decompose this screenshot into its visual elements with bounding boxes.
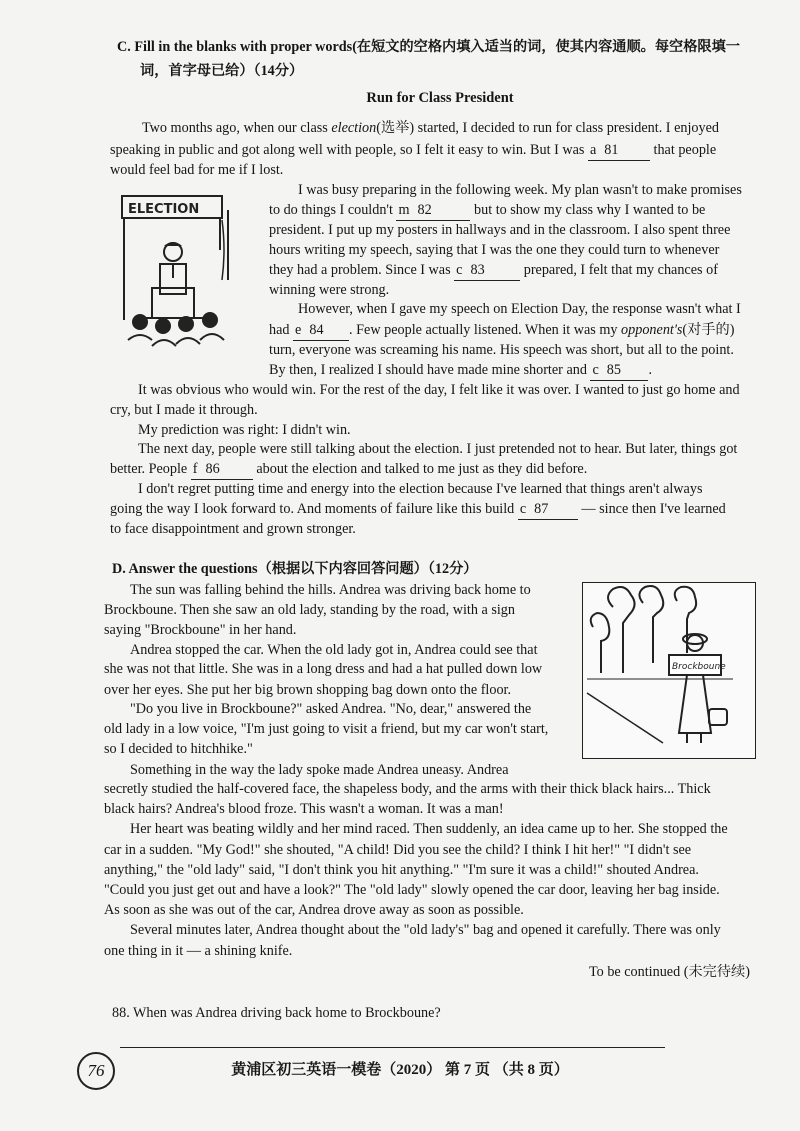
d-line10: Something in the way the lady spoke made Andrea uneasy. Andrea — [130, 762, 509, 778]
c-para2-line2: to do things I couldn't m 82 but to show my class why I wanted to be — [269, 200, 705, 221]
answer-line-88[interactable] — [120, 1047, 665, 1048]
d-line1: The sun was falling behind the hills. Andrea was driving back home to — [130, 582, 531, 598]
passage-title: Run for Class President — [366, 90, 514, 106]
c-para2-line1: I was busy preparing in the following week. My plan wasn't to make promises — [298, 182, 742, 198]
d-line18: Several minutes later, Andrea thought about the "old lady's" bag and opened it carefully. There was only — [130, 922, 721, 938]
d-line17: As soon as she was out of the car, Andrea drove away as soon as possible. — [104, 902, 524, 918]
brockboune-sign-text: Brockboune — [672, 662, 726, 672]
d-line4: Andrea stopped the car. When the old lady got in, Andrea could see that — [130, 642, 538, 658]
blank-82[interactable]: m 82 — [396, 200, 470, 221]
c-para3-line2: had e 84 . Few people actually listened. When it was my opponent's(对手的) — [269, 320, 734, 341]
blank-87[interactable]: c 87 — [518, 499, 578, 520]
c-para5: My prediction was right: I didn't win. — [138, 422, 351, 438]
c-para6-line1: The next day, people were still talking about the election. I just pretended not to hear. But later, things got — [138, 441, 738, 457]
d-line7: "Do you live in Brockboune?" asked Andrea. "No, dear," answered the — [130, 701, 532, 717]
c-para7-line1: I don't regret putting time and energy into the election because I've learned that things aren't always — [138, 481, 703, 497]
blank-81[interactable]: a 81 — [588, 140, 650, 161]
c-para4-line2: cry, but I made it through. — [110, 402, 258, 418]
d-line3: saying "Brockboune" in her hand. — [104, 622, 297, 638]
c-para2-line5: they had a problem. Since I was c 83 prepared, I felt that my chances of — [269, 260, 718, 281]
d-line16: "Could you just get out and have a look?" The "old lady" slowly opened the car door, leaving her bag inside. — [104, 882, 720, 898]
election-illustration — [118, 190, 255, 352]
d-line2: Brockboune. Then she saw an old lady, standing by the road, with a sign — [104, 602, 515, 618]
c-para2-line6: winning were strong. — [269, 282, 390, 298]
c-para7-line2: going the way I look forward to. And moments of failure like this build c 87 — since then I've learned — [110, 499, 726, 520]
blank-83[interactable]: c 83 — [454, 260, 520, 281]
c-para7-line3: to face disappointment and grown stronger. — [110, 521, 356, 537]
to-be-continued: To be continued (未完待续) — [589, 964, 750, 980]
d-line6: over her eyes. She put her big brown shopping bag down onto the floor. — [104, 682, 512, 698]
blank-85[interactable]: c 85 — [590, 360, 648, 381]
d-line5: she was not that little. She was in a long dress and had a hat pulled down low — [104, 661, 543, 677]
d-line19: one thing in it — a shining knife. — [104, 943, 293, 959]
d-line13: Her heart was beating wildly and her mind raced. Then suddenly, an idea came up to her. She stopped the — [130, 821, 728, 837]
c-para3-line3: turn, everyone was screaming his name. His speech was short, but all to the point. — [269, 342, 734, 358]
d-line14: car in a sudden. "My God!" she shouted, "A child! Did you see the child? I think I hit her!" "I didn't see — [104, 842, 692, 858]
c-para2-line3: president. I put up my posters in hallways and in the classroom. I also spent three — [269, 222, 731, 238]
election-sign-text: ELECTION — [128, 202, 200, 217]
d-line9: so I decided to hitchhike." — [104, 741, 253, 757]
page-footer: 黄浦区初三英语一模卷（2020） 第 7 页 （共 8 页） — [231, 1062, 569, 1078]
d-line11: secretly studied the half-covered face, the shapeless body, and the arms with their thick black hairs... Thick — [104, 781, 711, 797]
section-c-heading-line2: 词，首字母已给）（14分） — [140, 63, 304, 79]
page-number-badge: 76 — [77, 1052, 115, 1090]
c-para3-line1: However, when I gave my speech on Election Day, the response wasn't what I — [298, 301, 741, 317]
question-88: 88. When was Andrea driving back home to Brockboune? — [112, 1005, 441, 1021]
blank-84[interactable]: e 84 — [293, 320, 349, 341]
d-line8: old lady in a low voice, "I'm just going to visit a friend, but my car won't start, — [104, 721, 549, 737]
c-para2-line4: hours writing my speech, saying that I was the one they could turn to whenever — [269, 242, 720, 258]
hitchhiker-illustration — [582, 582, 756, 759]
c-para4-line1: It was obvious who would win. For the rest of the day, I felt like it was over. I wanted to just go home and — [138, 382, 740, 398]
c-para1-line3: would feel bad for me if I lost. — [110, 162, 284, 178]
section-c-heading: C. Fill in the blanks with proper words(在短文的空格内填入适当的词，使其内容通顺。每空格限填一 — [117, 39, 740, 55]
d-line15: anything," the "old lady" said, "I don't think you hit anything." "I'm sure it was a child!" shouted Andrea. — [104, 862, 699, 878]
c-para6-line2: better. People f 86 about the election and talked to me just as they did before. — [110, 459, 587, 480]
c-para1-line1: Two months ago, when our class election(选举) started, I decided to run for class president. I enjoyed — [142, 120, 719, 136]
blank-86[interactable]: f 86 — [191, 459, 253, 480]
section-d-heading: D. Answer the questions（根据以下内容回答问题）（12分） — [112, 561, 478, 577]
c-para1-line2: speaking in public and got along well with people, so I felt it easy to win. But I was a 81 that people — [110, 140, 716, 161]
d-line12: black hairs? Andrea's blood froze. This wasn't a woman. It was a man! — [104, 801, 504, 817]
c-para3-line4: By then, I realized I should have made mine shorter and c 85 . — [269, 360, 652, 381]
